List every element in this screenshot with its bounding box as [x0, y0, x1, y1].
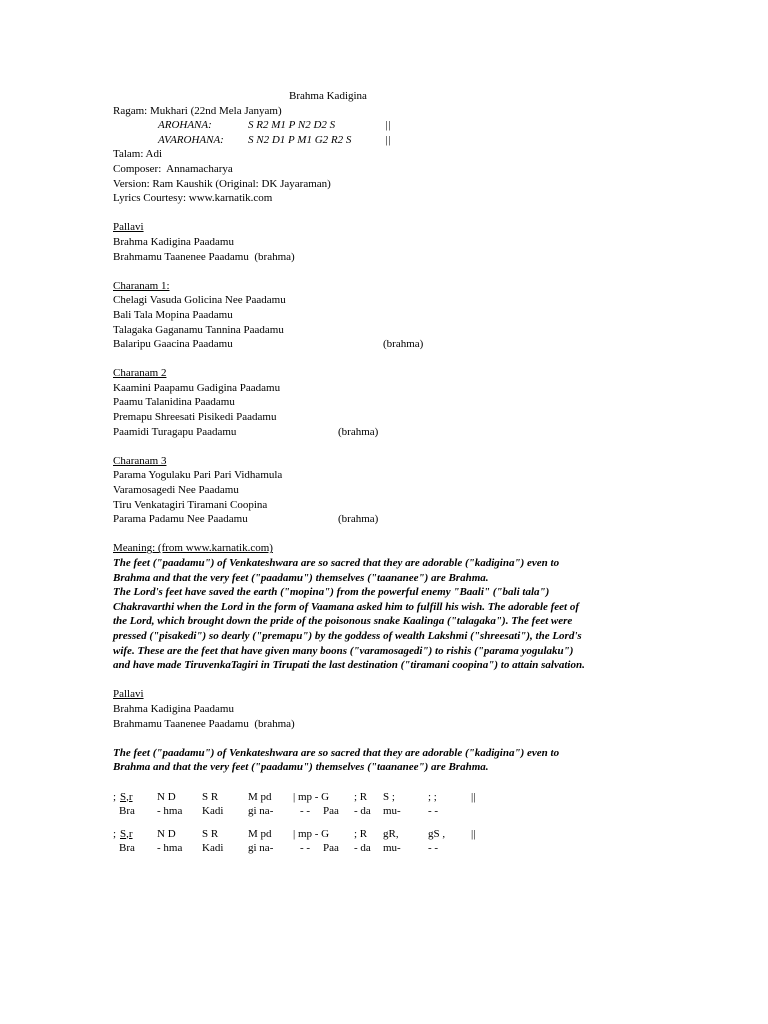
- charanam2-refrain: (brahma): [338, 425, 379, 438]
- lyric: - da: [354, 804, 371, 817]
- swara: gS ,: [428, 827, 446, 840]
- composer-line: Composer: Annamacharya: [113, 162, 233, 175]
- meaning-line: Chakravarthi when the Lord in the form of Vaamana asked him to fulfill his wish. The adorable feet of: [113, 600, 580, 613]
- notation-block: [113, 790, 658, 819]
- meaning-heading: Meaning: (from www.karnatik.com): [113, 542, 273, 555]
- lyric: Bra: [119, 841, 135, 854]
- ragam-line: Ragam: Mukhari (22nd Mela Janyam): [113, 104, 282, 117]
- arohana-end: ||: [385, 119, 392, 132]
- lyric: - -: [428, 841, 439, 854]
- document-page: [113, 89, 658, 856]
- swara: N D: [157, 790, 176, 803]
- lyric: - da: [354, 841, 371, 854]
- meaning-line: the Lord, which brought down the pride of the poisonous snake Kaalinga ("talagaka"). The feet were: [113, 615, 573, 628]
- lyric: - hma: [157, 804, 183, 817]
- charanam1-heading: Charanam 1:: [113, 279, 170, 292]
- courtesy-line: Lyrics Courtesy: www.karnatik.com: [113, 192, 273, 205]
- charanam1-line: Chelagi Vasuda Golicina Nee Paadamu: [113, 294, 286, 307]
- swara: ; R: [354, 790, 368, 803]
- arohana-notes: S R2 M1 P N2 D2 S: [248, 119, 336, 132]
- pallavi2-line: Brahmamu Taanenee Paadamu (brahma): [113, 717, 295, 730]
- swara: | mp - G: [293, 790, 330, 803]
- lyric: Kadi: [202, 841, 224, 854]
- swara: ; R: [354, 827, 368, 840]
- pallavi2-heading: Pallavi: [113, 688, 144, 701]
- pallavi-heading: Pallavi: [113, 221, 144, 234]
- pallavi2-line: Brahma Kadigina Paadamu: [113, 702, 234, 715]
- swara: gR,: [383, 827, 399, 840]
- song-title: Brahma Kadigina: [289, 90, 367, 102]
- charanam3-line: Varamosagedi Nee Paadamu: [113, 484, 239, 497]
- meaning-line: Brahma and that the very feet ("paadamu") themselves ("taananee") are Brahma.: [113, 571, 489, 584]
- charanam2-last-line: [113, 425, 658, 440]
- charanam2-line: Premapu Shreesati Pisikedi Paadamu: [113, 411, 277, 424]
- lyric: mu-: [383, 841, 401, 854]
- pallavi-line: Brahma Kadigina Paadamu: [113, 235, 234, 248]
- lyric: - -: [300, 841, 311, 854]
- swara: ;: [113, 790, 117, 803]
- arohana-label: AROHANA:: [158, 119, 212, 132]
- meaning-line: pressed ("pisakedi") so dearly ("premapu") by the goddess of wealth Lakshmi ("shreesati"), the Lord's: [113, 629, 582, 642]
- meaning-line: wife. These are the feet that have given many boons ("varamosagedi") to rishis ("parama yogulaku"): [113, 644, 574, 657]
- lyric: Bra: [119, 804, 135, 817]
- charanam1-line: Bali Tala Mopina Paadamu: [113, 308, 233, 321]
- lyric: - -: [428, 804, 439, 817]
- lyric: Kadi: [202, 804, 224, 817]
- charanam3-line: Parama Padamu Nee Paadamu: [113, 513, 248, 526]
- swara: M pd: [248, 827, 272, 840]
- meaning-line: The Lord's feet have saved the earth ("mopina") from the powerful enemy "Baali" ("bali tala"): [113, 586, 550, 599]
- charanam1-last-line: [113, 337, 658, 352]
- lyric: - hma: [157, 841, 183, 854]
- charanam3-line: Tiru Venkatagiri Tiramani Coopina: [113, 498, 268, 511]
- swara: M pd: [248, 790, 272, 803]
- swara: S R: [202, 790, 219, 803]
- charanam3-refrain: (brahma): [338, 513, 379, 526]
- notation-block: [113, 827, 658, 856]
- swara: ;: [113, 827, 117, 840]
- summary-line: Brahma and that the very feet ("paadamu") themselves ("taananee") are Brahma.: [113, 761, 489, 774]
- swara: S,r: [120, 790, 133, 803]
- swara: S R: [202, 827, 219, 840]
- avarohana-label: AVAROHANA:: [158, 133, 224, 146]
- swara: ||: [471, 790, 476, 803]
- version-line: Version: Ram Kaushik (Original: DK Jayaraman): [113, 177, 331, 190]
- meaning-line: and have made TiruvenkaTagiri in Tirupati the last destination ("tiramani coopina") to attain salvation.: [113, 659, 585, 672]
- charanam3-heading: Charanam 3: [113, 454, 167, 467]
- swara: S,r: [120, 827, 133, 840]
- swara: N D: [157, 827, 176, 840]
- charanam2-line: Kaamini Paapamu Gadigina Paadamu: [113, 381, 281, 394]
- lyric: gi na-: [248, 841, 274, 854]
- charanam1-line: Talagaka Gaganamu Tannina Paadamu: [113, 323, 284, 336]
- talam-line: Talam: Adi: [113, 148, 163, 161]
- lyric: gi na-: [248, 804, 274, 817]
- charanam3-line: Parama Yogulaku Pari Pari Vidhamula: [113, 469, 283, 482]
- avarohana-notes: S N2 D1 P M1 G2 R2 S: [248, 133, 352, 146]
- charanam1-line: Balaripu Gaacina Paadamu: [113, 338, 233, 351]
- arohana-line: [113, 118, 658, 133]
- lyric: mu-: [383, 804, 401, 817]
- charanam2-line: Paamu Talanidina Paadamu: [113, 396, 235, 409]
- lyric: - -: [300, 804, 311, 817]
- swara: ||: [471, 827, 476, 840]
- avarohana-line: [113, 133, 658, 148]
- charanam3-last-line: [113, 512, 658, 527]
- charanam2-line: Paamidi Turagapu Paadamu: [113, 425, 237, 438]
- swara: S ;: [383, 790, 395, 803]
- pallavi-line: Brahmamu Taanenee Paadamu (brahma): [113, 250, 295, 263]
- meaning-line: The feet ("paadamu") of Venkateshwara are so sacred that they are adorable ("kadigina") even to: [113, 557, 560, 569]
- swara: ; ;: [428, 790, 437, 803]
- lyric: Paa: [323, 841, 339, 854]
- swara: | mp - G: [293, 827, 330, 840]
- charanam2-heading: Charanam 2: [113, 367, 167, 380]
- lyric: Paa: [323, 804, 339, 817]
- avarohana-end: ||: [385, 133, 392, 146]
- charanam1-refrain: (brahma): [383, 338, 424, 351]
- summary-line: The feet ("paadamu") of Venkateshwara are so sacred that they are adorable ("kadigina") even to: [113, 746, 560, 759]
